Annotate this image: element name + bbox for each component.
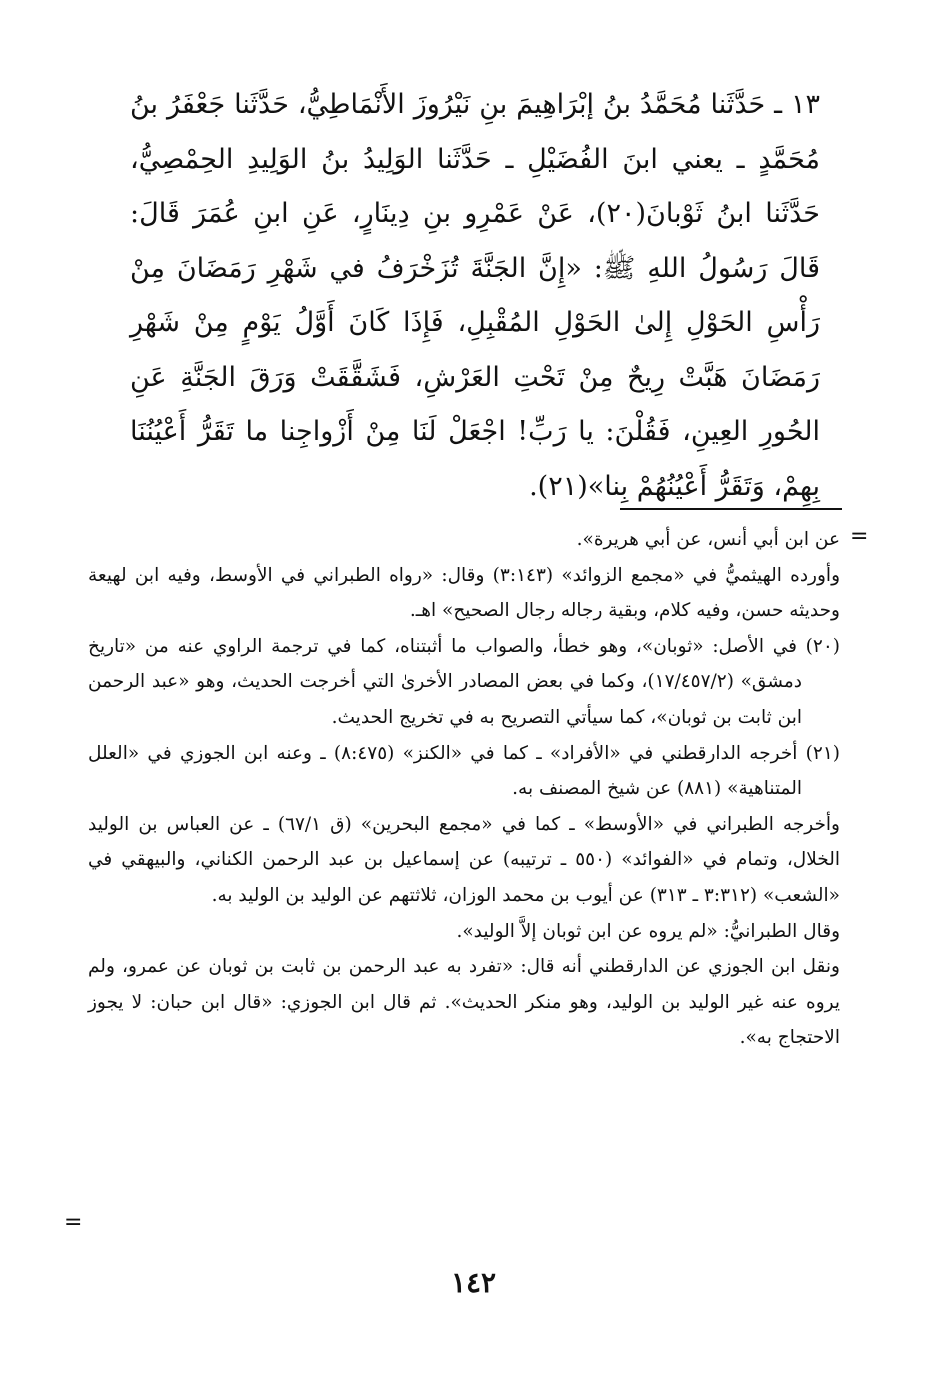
- continuation-marker-bottom: =: [64, 1210, 83, 1235]
- continuation-marker-top: =: [850, 524, 869, 549]
- footnote-line: وأورده الهيثميُّ في «مجمع الزوائد» (٣:١٤٣) وقال: «رواه الطبراني في الأوسط، وفيه ابن لهيعة وحديثه حسن، وفيه كلام، وبقية رجاله رجال الصحيح» اهـ.: [88, 564, 840, 622]
- footnote-line: ونقل ابن الجوزي عن الدارقطني أنه قال: «تفرد به عبد الرحمن بن ثابت بن ثوبان عن عمرو، ولم يروه عنه غير الوليد بن الوليد، وهو منكر الحديث». ثم قال ابن الجوزي: «قال ابن حبان: لا يجوز الاحتجاج به».: [88, 956, 840, 1049]
- hadith-paragraph: ١٣ ـ حَدَّثَنا مُحَمَّدُ بنُ إبْرَاهِيمَ بنِ نَيْرُوزَ الأَنْمَاطِيُّ، حَدَّثَنا جَعْفَرُ بنُ مُحَمَّدٍ ـ يعني ابنَ الفُضَيْلِ ـ حَدَّثَنا الوَلِيدُ بنُ الوَلِيدِ الحِمْصِيُّ، حَدَّثَنا ابنُ ثَوْبانَ(٢٠)، عَنْ عَمْرِو بنِ دِينَارٍ، عَنِ ابنِ عُمَرَ قَالَ: قَالَ رَسُولُ اللهِ ﷺ: «إِنَّ الجَنَّةَ تُزَخْرَفُ في شَهْرِ رَمَضَانَ مِنْ رَأْسِ الحَوْلِ إِلىٰ الحَوْلِ المُقْبِلِ، فَإِذَا كَانَ أَوَّلُ يَوْمٍ مِنْ شَهْرِ رَمَضَانَ هَبَّتْ رِيحٌ مِنْ تَحْتِ العَرْشِ، فَشَقَّقَتْ وَرَقَ الجَنَّةِ عَنِ الحُورِ العِينِ، فَقُلْنَ: يا رَبِّ! اجْعَلْ لَنَا مِنْ أَزْواجِنا ما تَقَرُّ أَعْيُنُنَا بِهِمْ، وَتَقَرُّ أَعْيُنُهُمْ بِنا»(٢١).: [130, 89, 820, 502]
- footnote-line: عن ابن أبي أنس، عن أبي هريرة».: [576, 529, 840, 550]
- footnotes: [88, 522, 840, 1056]
- footnote-20: (٢٠) في الأصل: «ثوبان»، وهو خطأ، والصواب ما أثبتناه، كما في ترجمة الراوي عنه من «تاريخ دمشق» (١٧/٤٥٧/٢)، وكما في بعض المصادر الأخرىٰ التي أخرجت الحديث، وهو «عبد الرحمن ابن ثابت بن ثوبان»، كما سيأتي التصريح به في تخريج الحديث.: [88, 635, 840, 728]
- footnote-line: وقال الطبرانيُّ: «لم يروه عن ابن ثوبان إلاَّ الوليد».: [456, 920, 840, 942]
- footnote-line: وأخرجه الطبراني في «الأوسط» ـ كما في «مجمع البحرين» (ق ٦٧/١) ـ عن العباس بن الوليد الخلال، وتمام في «الفوائد» (٥٥٠ ـ ترتيبه) عن إسماعيل بن عبد الرحمن الكناني، والبيهقي في «الشعب» (٣:٣١٢ ـ ٣١٣) عن أيوب بن محمد الوزان، ثلاثتهم عن الوليد بن الوليد به.: [88, 813, 840, 906]
- footnote-21: (٢١) أخرجه الدارقطني في «الأفراد» ـ كما في «الكنز» (٨:٤٧٥) ـ وعنه ابن الجوزي في «العلل المتناهية» (٨٨١) عن شيخ المصنف به.: [88, 742, 840, 800]
- footnote-separator: [620, 508, 842, 510]
- hadith-text: [130, 78, 820, 514]
- page-number: ١٤٢: [450, 1266, 497, 1299]
